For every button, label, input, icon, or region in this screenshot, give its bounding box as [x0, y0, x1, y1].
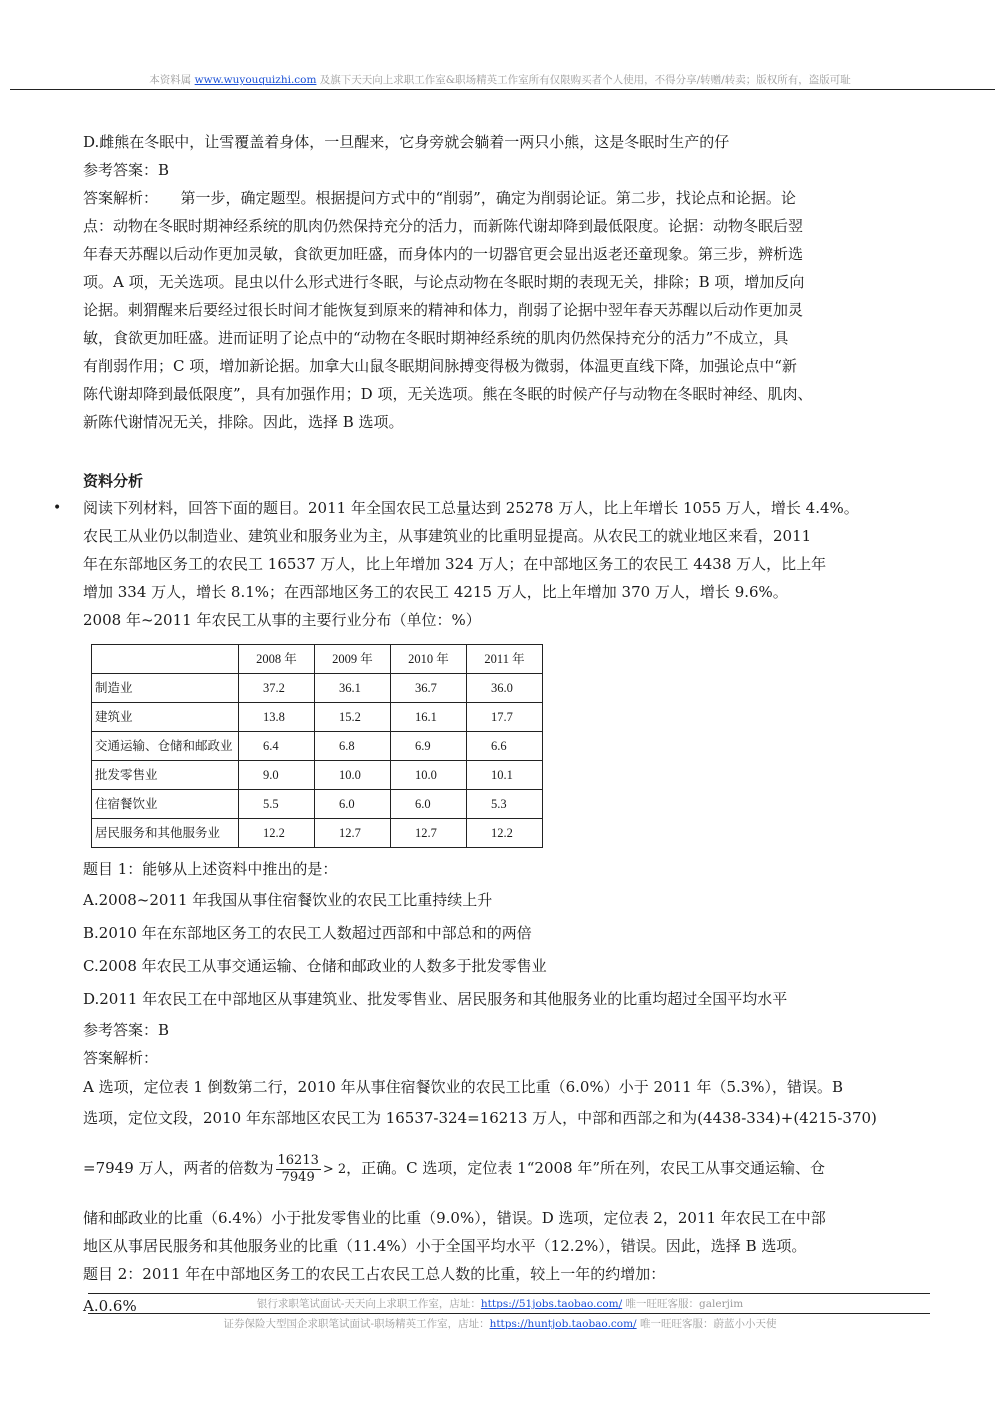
table-row — [92, 790, 543, 819]
page-header — [0, 72, 1000, 87]
prev-analysis-line: 项。A 项，无关选项。昆虫以什么形式进行冬眠，与论点动物在冬眠时期的表现无关，排除；B 项，增加反向 — [83, 273, 805, 291]
header-pre: 本资料属 — [149, 74, 195, 86]
q1-fraction-line — [83, 1148, 933, 1190]
q1-option-b: B.2010 年在东部地区务工的农民工人数超过西部和中部总和的两倍 — [83, 924, 532, 942]
ratio-fraction — [276, 1153, 321, 1186]
table-cell: 6.8 — [315, 732, 391, 761]
footer-line-2 — [0, 1316, 1000, 1331]
table-cell: 交通运输、仓储和邮政业 — [92, 732, 239, 761]
header-link[interactable]: www.wuyouquizhi.com — [194, 74, 317, 86]
prev-analysis-label: 答案解析： — [83, 189, 151, 207]
table-header-cell: 2010 年 — [391, 645, 467, 674]
table-cell: 12.2 — [467, 819, 543, 848]
q1-analysis-line: 储和邮政业的比重（6.4%）小于批发零售业的比重（9.0%），错误。D 选项，定位表 2，2011 年农民工在中部 — [83, 1209, 826, 1227]
table-cell: 37.2 — [239, 674, 315, 703]
material-line: 阅读下列材料，回答下面的题目。2011 年全国农民工总量达到 25278 万人，比上年增长 1055 万人，增长 4.4%。 — [83, 499, 859, 517]
material-block — [53, 494, 933, 634]
table-cell: 36.0 — [467, 674, 543, 703]
q1-option-d: D.2011 年农民工在中部地区从事建筑业、批发零售业、居民服务和其他服务业的比重均超过全国平均水平 — [83, 990, 788, 1008]
header-divider — [10, 89, 995, 90]
q2-stem: 题目 2：2011 年在中部地区务工的农民工占农民工总人数的比重，较上一年的约增加： — [83, 1265, 666, 1283]
footer-line1-pre: 银行求职笔试面试-天天向上求职工作室，店址： — [256, 1298, 481, 1310]
table-cell: 住宿餐饮业 — [92, 790, 239, 819]
table-cell: 12.2 — [239, 819, 315, 848]
table-cell: 6.0 — [391, 790, 467, 819]
section-title: 资料分析 — [83, 472, 144, 490]
table-cell: 居民服务和其他服务业 — [92, 819, 239, 848]
footer-link-huntjob[interactable]: https://huntjob.taobao.com/ — [489, 1318, 637, 1330]
table-cell: 17.7 — [467, 703, 543, 732]
frac-denominator: 7949 — [281, 1169, 315, 1185]
table-cell: 13.8 — [239, 703, 315, 732]
table-cell: 6.4 — [239, 732, 315, 761]
table-caption: 2008 年~2011 年农民工从事的主要行业分布（单位：%） — [83, 611, 481, 629]
q1-option-a: A.2008~2011 年我国从事住宿餐饮业的农民工比重持续上升 — [83, 891, 493, 909]
table-header-cell: 2008 年 — [239, 645, 315, 674]
table-cell: 5.5 — [239, 790, 315, 819]
prev-analysis-line: 第一步，确定题型。根据提问方式中的“削弱”，确定为削弱论证。第二步，找论点和论据。论 — [150, 189, 796, 207]
frac-gt: > 2 — [322, 1162, 347, 1177]
table-cell: 6.9 — [391, 732, 467, 761]
footer-divider-bottom — [88, 1313, 930, 1314]
table-cell: 批发零售业 — [92, 761, 239, 790]
table-cell: 6.0 — [315, 790, 391, 819]
table-row — [92, 819, 543, 848]
footer-line2-post: 唯一旺旺客服：蔚蓝小小天使 — [636, 1318, 777, 1330]
table-cell: 10.0 — [391, 761, 467, 790]
table-row — [92, 703, 543, 732]
table-header-cell — [92, 645, 239, 674]
footer-divider-top — [88, 1293, 930, 1294]
frac-post: ，正确。C 选项，定位表 1“2008 年”所在列，农民工从事交通运输、仓 — [346, 1159, 826, 1177]
q2-option-a: A.0.6% — [83, 1297, 137, 1315]
prev-analysis — [83, 184, 933, 212]
footer-link-51jobs[interactable]: https://51jobs.taobao.com/ — [480, 1298, 623, 1310]
table-cell: 制造业 — [92, 674, 239, 703]
q1-analysis-line: A 选项，定位表 1 倒数第二行，2010 年从事住宿餐饮业的农民工比重（6.0%）小于 2011 年（5.3%），错误。B — [83, 1078, 844, 1096]
prev-answer: 参考答案：B — [83, 161, 170, 179]
table-cell: 15.2 — [315, 703, 391, 732]
frac-numerator: 16213 — [277, 1152, 319, 1168]
table-cell: 9.0 — [239, 761, 315, 790]
table-row — [92, 674, 543, 703]
footer-line2-pre: 证券保险大型国企求职笔试面试-职场精英工作室，店址： — [223, 1318, 490, 1330]
table-header-cell: 2009 年 — [315, 645, 391, 674]
q1-answer: 参考答案：B — [83, 1021, 170, 1039]
table-cell: 5.3 — [467, 790, 543, 819]
frac-pre: =7949 万人，两者的倍数为 — [83, 1159, 274, 1177]
q1-analysis-line: 选项，定位文段，2010 年东部地区农民工为 16537-324=16213 万人，中部和西部之和为(4438-334)+(4215-370) — [83, 1109, 877, 1127]
q1-option-c: C.2008 年农民工从事交通运输、仓储和邮政业的人数多于批发零售业 — [83, 957, 547, 975]
industry-table — [91, 644, 543, 848]
q1-stem: 题目 1：能够从上述资料中推出的是： — [83, 860, 338, 878]
table-cell: 36.7 — [391, 674, 467, 703]
table-cell: 12.7 — [315, 819, 391, 848]
table-row — [92, 761, 543, 790]
table-header-row — [92, 645, 543, 674]
q1-analysis-label: 答案解析： — [83, 1049, 159, 1067]
footer-line-1 — [0, 1296, 1000, 1311]
table-cell: 6.6 — [467, 732, 543, 761]
table-cell: 16.1 — [391, 703, 467, 732]
table-header-cell: 2011 年 — [467, 645, 543, 674]
prev-analysis-line: 点：动物在冬眠时期神经系统的肌肉仍然保持充分的活力，而新陈代谢却降到最低限度。论据：动物冬眠后翌 — [83, 217, 804, 235]
prev-analysis-line: 年春天苏醒以后动作更加灵敏，食欲更加旺盛，而身体内的一切器官更会显出返老还童现象。第三步，辨析选 — [83, 245, 804, 263]
table-cell: 12.7 — [391, 819, 467, 848]
header-post: 及旗下天天向上求职工作室&职场精英工作室所有仅限购买者个人使用，不得分享/转赠/转卖；版权所有，盗版可耻 — [316, 74, 851, 86]
table-row — [92, 732, 543, 761]
table-cell: 10.0 — [315, 761, 391, 790]
footer-line1-post: 唯一旺旺客服：galerjim — [622, 1298, 744, 1310]
prev-analysis-line: 有削弱作用；C 项，增加新论据。加拿大山鼠冬眠期间脉搏变得极为微弱，体温更直线下降，加强论点中“新 — [83, 357, 797, 375]
table-cell: 10.1 — [467, 761, 543, 790]
q1-analysis-line: 地区从事居民服务和其他服务业的比重（11.4%）小于全国平均水平（12.2%），错误。因此，选择 B 选项。 — [83, 1237, 807, 1255]
table-cell: 建筑业 — [92, 703, 239, 732]
material-line: 农民工从业仍以制造业、建筑业和服务业为主，从事建筑业的比重明显提高。从农民工的就业地区来看，2011 — [83, 527, 812, 545]
main-content — [53, 128, 933, 1324]
prev-analysis-line: 论据。刺猬醒来后要经过很长时间才能恢复到原来的精神和体力，削弱了论据中翌年春天苏醒以后动作更加灵 — [83, 301, 804, 319]
prev-analysis-line: 新陈代谢情况无关，排除。因此，选择 B 选项。 — [83, 413, 404, 431]
material-line: 年在东部地区务工的农民工 16537 万人，比上年增加 324 万人；在中部地区务工的农民工 4438 万人，比上年 — [83, 555, 827, 573]
table-cell: 36.1 — [315, 674, 391, 703]
prev-analysis-line: 陈代谢却降到最低限度”，具有加强作用；D 项，无关选项。熊在冬眠的时候产仔与动物在冬眠时神经、肌肉、 — [83, 385, 813, 403]
prev-option-d: D.雌熊在冬眠中，让雪覆盖着身体，一旦醒来，它身旁就会躺着一两只小熊，这是冬眠时生产的仔 — [83, 133, 730, 151]
bullet-icon: • — [53, 500, 62, 516]
prev-analysis-line: 敏，食欲更加旺盛。进而证明了论点中的“动物在冬眠时期神经系统的肌肉仍然保持充分的活力”不成立，具 — [83, 329, 789, 347]
material-line: 增加 334 万人，增长 8.1%；在西部地区务工的农民工 4215 万人，比上年增加 370 万人，增长 9.6%。 — [83, 583, 788, 601]
